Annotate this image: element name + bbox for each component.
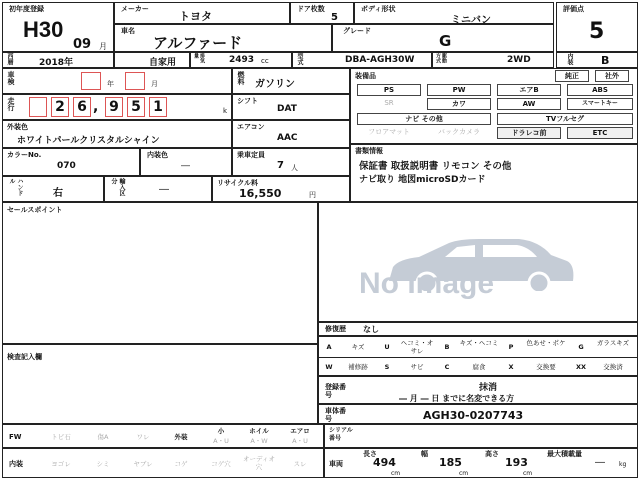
exterior-color-cell [2, 120, 232, 148]
recycle-value: 16,550 [239, 187, 282, 200]
seal-label: シリアル番号 [329, 427, 353, 442]
width-value: 185 [439, 456, 462, 469]
model-type-label: 型式 [296, 53, 303, 65]
max-load-label: 最大積載量 [547, 450, 582, 458]
option-etc: ETC [567, 127, 633, 139]
displacement-value: 2493 [229, 55, 255, 65]
interior-item: オーディオ穴 [243, 455, 275, 471]
recycle-label: リサイクル料 [217, 179, 259, 187]
maker-value: トヨタ [179, 10, 212, 23]
mileage-digit: 6 [73, 97, 91, 117]
interior-item: ヨゴレ [51, 460, 71, 468]
color-no-value: 070 [57, 161, 76, 171]
first-registration-label: 初年度登録 [9, 5, 44, 13]
documents-cell [350, 144, 638, 202]
grade-label: グレード [343, 27, 371, 35]
dimensions-label: 車両 [329, 460, 343, 468]
legend-row [319, 337, 638, 358]
option-back-camera: バックカメラ [438, 128, 480, 136]
fw-item: 外装 [174, 433, 188, 441]
legend-code: P [508, 343, 514, 351]
fuel-value: ガソリン [255, 79, 295, 90]
option-pw: PW [427, 84, 491, 96]
legend-desc: キズ [351, 343, 365, 351]
displacement-label: 排気量 [193, 53, 205, 63]
exterior-color-value: ホワイトパールクリスタルシャイン [17, 136, 160, 146]
displacement-cell [190, 52, 292, 68]
interior-color-value: ― [181, 161, 190, 171]
option-alloy-wheels: AW [497, 98, 561, 110]
mileage-digit-blank [29, 97, 47, 117]
score-label: 評価点 [563, 5, 584, 13]
registration-status-cell [318, 376, 638, 404]
interior-row [2, 448, 324, 478]
steering-cell [2, 176, 104, 202]
usage-cell [114, 52, 190, 68]
shift-value: DAT [277, 104, 297, 114]
fuel-cell [232, 68, 350, 94]
legend-desc: キズ・ヘコミ [459, 339, 499, 347]
year-cell [2, 52, 114, 68]
fw-item-sub: A・U [292, 437, 308, 445]
score-cell [556, 2, 638, 52]
registration-month-unit: 月 [99, 42, 107, 51]
vin-value: AGH30-0207743 [423, 409, 524, 422]
exterior-color-label: 外装色 [7, 123, 28, 131]
fw-item-sub: A・W [250, 437, 268, 445]
interior-color-cell [140, 148, 232, 176]
width-label: 幅 [421, 450, 428, 458]
fw-row [2, 424, 324, 448]
capacity-unit: 人 [291, 164, 298, 172]
grade-value: G [439, 32, 452, 50]
legend-code: B [444, 343, 450, 351]
fw-item: ワレ [136, 433, 150, 441]
registration-status-label: 登録番号 [325, 383, 346, 399]
interior-item: シミ [96, 460, 110, 468]
inspection-year-box [81, 72, 101, 90]
car-name-value: アルファード [153, 34, 243, 52]
recycle-unit: 円 [309, 191, 316, 199]
first-registration-cell [2, 2, 114, 52]
fw-item: トビ石 [51, 433, 71, 441]
length-label: 長さ [363, 450, 377, 458]
doors-cell [290, 2, 354, 24]
legend-desc: 補修跡 [348, 363, 368, 371]
legend-code: U [384, 343, 390, 351]
legend-code: G [578, 343, 584, 351]
mileage-cell [2, 94, 232, 120]
registration-status-value: 抹消 [479, 383, 498, 393]
car-name-label: 車名 [121, 27, 135, 35]
legend-row [319, 358, 638, 376]
option-tv-fullseg: TVフルセグ [497, 113, 633, 125]
inspection-year-unit: 年 [107, 80, 114, 88]
repair-history-value: なし [363, 325, 379, 334]
option-floor-mat: フロアマット [368, 128, 410, 136]
legend-code: W [325, 363, 333, 371]
legend-desc: サビ [410, 363, 424, 371]
inspection-label: 車検 [7, 71, 15, 85]
interior-row-label: 内装 [9, 460, 23, 468]
body-shape-label: ボディ形状 [361, 5, 396, 13]
body-shape-cell [354, 2, 554, 24]
year-label: 西暦 [6, 53, 13, 65]
import-value: ― [159, 184, 169, 195]
mileage-digit: 1 [149, 97, 167, 117]
fw-label: FW [9, 433, 22, 441]
car-name-cell [114, 24, 332, 52]
interior-item: コゲ穴 [211, 460, 231, 468]
interior-item: スレ [293, 460, 307, 468]
legend-desc: 交換済 [603, 363, 623, 371]
interior-grade-label: 内装 [566, 53, 573, 65]
fw-item: ホイル [249, 427, 269, 435]
color-no-label: カラーNo. [7, 151, 42, 159]
usage-value: 自家用 [149, 58, 177, 68]
max-load-unit: kg [619, 461, 627, 468]
option-navi-other: ナビ その他 [357, 113, 491, 125]
mileage-digit: 9 [105, 97, 123, 117]
mileage-label: 走行 [7, 97, 15, 111]
legend-code: X [508, 363, 514, 371]
fw-item-sub: A・U [213, 437, 229, 445]
equipment-label: 装備品 [355, 72, 376, 80]
model-type-value: DBA-AGH30W [345, 55, 415, 65]
option-airbag: エアB [497, 84, 561, 96]
shift-label: シフト [237, 97, 258, 105]
inspection-cell [2, 68, 232, 94]
fuel-label: 燃料 [237, 71, 245, 85]
mileage-unit: k [223, 107, 228, 115]
tag-aftermarket: 社外 [595, 70, 629, 82]
repair-history-cell [318, 322, 638, 336]
interior-item: コゲ [174, 460, 188, 468]
option-sunroof: SR [384, 99, 394, 107]
no-image-text: No Image [359, 267, 495, 300]
legend-code: S [384, 363, 390, 371]
option-abs: ABS [567, 84, 633, 96]
doors-label: ドア枚数 [297, 5, 325, 13]
registration-era-year: H30 [23, 17, 64, 42]
body-shape-value: ミニバン [451, 15, 491, 24]
aircon-value: AAC [277, 133, 298, 143]
drive-cell [432, 52, 554, 68]
legend-code: XX [575, 363, 587, 371]
height-unit: cm [523, 470, 533, 477]
drive-label: 駆動方式 [435, 53, 447, 63]
recycle-cell [212, 176, 350, 202]
maker-cell [114, 2, 290, 24]
registration-month: 09 [73, 37, 92, 52]
height-value: 193 [505, 456, 528, 469]
sales-point-cell [2, 202, 318, 344]
interior-grade-value: B [601, 54, 610, 67]
legend-desc: ヘコミ・オサレ [400, 339, 434, 355]
equipment-cell [350, 68, 638, 144]
fw-item: 傷A [97, 433, 109, 441]
year-value: 2018年 [39, 58, 74, 68]
inspection-month-box [125, 72, 145, 90]
capacity-label: 乗車定員 [237, 151, 265, 159]
documents-line1: 保証書 取扱説明書 リモコン その他 [359, 161, 512, 172]
aircon-cell [232, 120, 350, 148]
max-load-value: ― [595, 457, 605, 468]
tag-genuine: 純正 [555, 70, 589, 82]
legend-code: C [444, 363, 450, 371]
mileage-digits [29, 97, 219, 117]
legend-desc: 腐食 [472, 363, 486, 371]
mileage-digit: 2 [51, 97, 69, 117]
documents-label: 書類情報 [355, 147, 383, 155]
option-leather: カワ [427, 98, 491, 110]
fw-item: エアロ [290, 427, 310, 435]
color-no-cell [2, 148, 140, 176]
height-label: 高さ [485, 450, 499, 458]
inspector-notes-label: 検査記入欄 [7, 353, 42, 361]
dimensions-cell [324, 448, 638, 478]
legend-desc: 交換要 [536, 363, 556, 371]
vin-label: 車体番号 [325, 407, 346, 423]
mileage-digit: 5 [127, 97, 145, 117]
documents-line2: ナビ取り 地図microSDカード [359, 175, 486, 185]
length-unit: cm [391, 470, 401, 477]
image-placeholder [318, 202, 638, 322]
grade-cell [332, 24, 554, 52]
displacement-unit: cc [261, 57, 269, 65]
steering-value: 右 [53, 188, 63, 199]
legend-desc: ガラスキズ [596, 339, 630, 347]
length-value: 494 [373, 456, 396, 469]
sales-point-label: セールスポイント [7, 206, 63, 214]
steering-label: ハンドル [8, 178, 23, 196]
legend-desc: 色あせ・ボケ [526, 339, 566, 347]
registration-status-note: ― 月 ― 日 までに名変できる方 [399, 394, 515, 403]
model-type-cell [292, 52, 432, 68]
option-ps: PS [357, 84, 421, 96]
capacity-cell [232, 148, 350, 176]
damage-legend [318, 336, 638, 376]
maker-label: メーカー [121, 5, 149, 13]
legend-code: A [326, 343, 332, 351]
capacity-value: 7 [277, 160, 284, 171]
import-label: 輸入区分 [110, 178, 125, 196]
vin-cell [318, 404, 638, 424]
interior-grade-cell [556, 52, 638, 68]
shift-cell [232, 94, 350, 120]
mileage-comma: , [93, 99, 99, 115]
inspection-month-unit: 月 [151, 80, 158, 88]
score-value: 5 [589, 19, 605, 44]
interior-item: ヤブレ [133, 460, 153, 468]
doors-value: 5 [331, 12, 338, 23]
inspector-notes-cell [2, 344, 318, 424]
import-cell [104, 176, 212, 202]
aircon-label: エアコン [237, 123, 265, 131]
option-smart-key: スマートキー [567, 98, 633, 110]
fw-item: 小 [217, 427, 225, 435]
seal-cell [324, 424, 638, 448]
drive-value: 2WD [507, 55, 531, 65]
interior-color-label: 内装色 [147, 151, 168, 159]
repair-history-label: 修復歴 [325, 325, 346, 333]
option-dashcam-front: ドラレコ前 [497, 127, 561, 139]
width-unit: cm [459, 470, 469, 477]
